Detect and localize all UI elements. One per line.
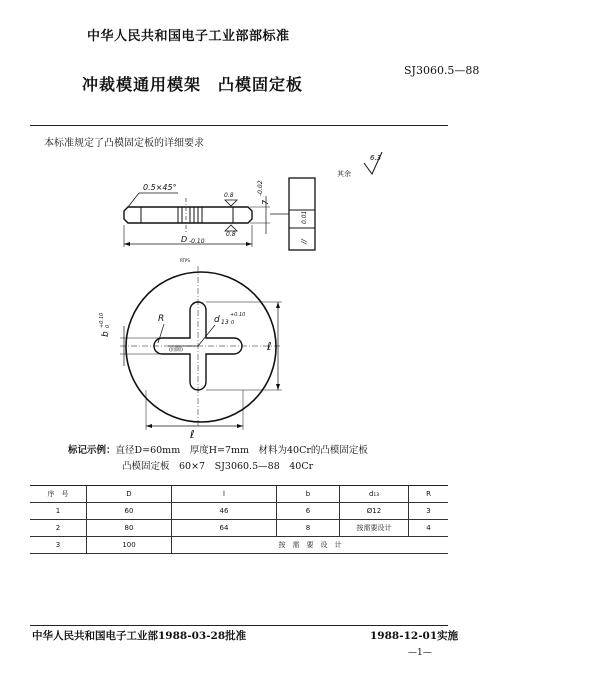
bore-tolerance-base: 0 bbox=[231, 320, 235, 326]
cell: Ø12 bbox=[340, 503, 409, 520]
bore-tolerance: +0.10 bbox=[230, 312, 246, 318]
marking-label: 标记示例： bbox=[68, 445, 116, 456]
cell-design-as-needed: 按 需 要 设 计 bbox=[172, 537, 449, 554]
cell: 按需要设计 bbox=[340, 520, 409, 537]
bore-subscript: 13 bbox=[221, 319, 229, 326]
header-d13: d₁₃ bbox=[340, 486, 409, 503]
diameter-tolerance: -0.10 bbox=[189, 238, 205, 245]
fit-label: (间隙) bbox=[169, 347, 183, 353]
approval-text: 中华人民共和国电子工业部1988-03-28批准 bbox=[32, 630, 247, 642]
cell: 4 bbox=[409, 520, 449, 537]
thickness-label: 7 bbox=[261, 199, 270, 205]
dimension-table bbox=[30, 485, 448, 554]
parallelism-value: 0.01 bbox=[301, 210, 308, 224]
thickness-tolerance: -0.02 bbox=[257, 180, 264, 196]
cell: 100 bbox=[87, 537, 172, 554]
cell: 3 bbox=[55, 541, 61, 549]
header-l: l bbox=[172, 486, 277, 503]
document-title: 冲裁模通用模架 凸模固定板 bbox=[82, 75, 304, 94]
plate-outline bbox=[126, 272, 276, 422]
parallelism-symbol: // bbox=[300, 239, 308, 244]
length-label-right: ℓ bbox=[267, 340, 272, 353]
radius-label: R bbox=[158, 314, 165, 324]
marking-line-1: 直径D=60mm 厚度H=7mm 材料为40Cr的凸模固定板 bbox=[115, 445, 368, 456]
width-tolerance-base: 0 bbox=[105, 324, 111, 328]
cell: 3 bbox=[409, 503, 449, 520]
standard-number: SJ3060.5—88 bbox=[404, 64, 480, 77]
roughness-top-value: 0.8 bbox=[224, 192, 234, 199]
roughness-rest-prefix: 其余 bbox=[337, 170, 351, 178]
bore-label: d bbox=[214, 315, 220, 325]
width-tolerance: +0.10 bbox=[99, 312, 105, 328]
header-b: b bbox=[277, 486, 340, 503]
table-header-row bbox=[30, 486, 448, 503]
cell: 64 bbox=[172, 520, 277, 537]
cell: 46 bbox=[172, 503, 277, 520]
table-row bbox=[30, 537, 448, 554]
length-label-bottom: ℓ bbox=[190, 428, 195, 441]
table-row bbox=[30, 503, 448, 520]
effective-date: 1988-12-01实施 bbox=[370, 630, 459, 642]
chamfer-label: 0.5×45° bbox=[143, 183, 177, 192]
marking-example bbox=[68, 442, 368, 456]
header-seq: 序 号 bbox=[47, 490, 69, 498]
roughness-rest-value: 6.3 bbox=[370, 154, 382, 162]
header-d: D bbox=[87, 486, 172, 503]
width-label: b bbox=[101, 331, 111, 337]
cell: 8 bbox=[277, 520, 340, 537]
table-row bbox=[30, 520, 448, 537]
roughness-bottom-value: 0.8 bbox=[226, 231, 236, 238]
cell: 6 bbox=[277, 503, 340, 520]
diameter-label: D bbox=[181, 235, 188, 244]
cell: 80 bbox=[87, 520, 172, 537]
header-r: R bbox=[409, 486, 449, 503]
marking-line-2: 凸模固定板 60×7 SJ3060.5—88 40Cr bbox=[122, 461, 314, 472]
cell: 2 bbox=[55, 524, 61, 532]
small-mark: RTPS bbox=[180, 258, 190, 263]
intro-text: 本标准规定了凸模固定板的详细要求 bbox=[44, 138, 204, 149]
cell: 60 bbox=[87, 503, 172, 520]
org-standard-title: 中华人民共和国电子工业部部标准 bbox=[87, 29, 290, 44]
footer-divider bbox=[30, 625, 448, 626]
page-number: —1— bbox=[408, 648, 432, 658]
cell: 1 bbox=[55, 507, 61, 515]
